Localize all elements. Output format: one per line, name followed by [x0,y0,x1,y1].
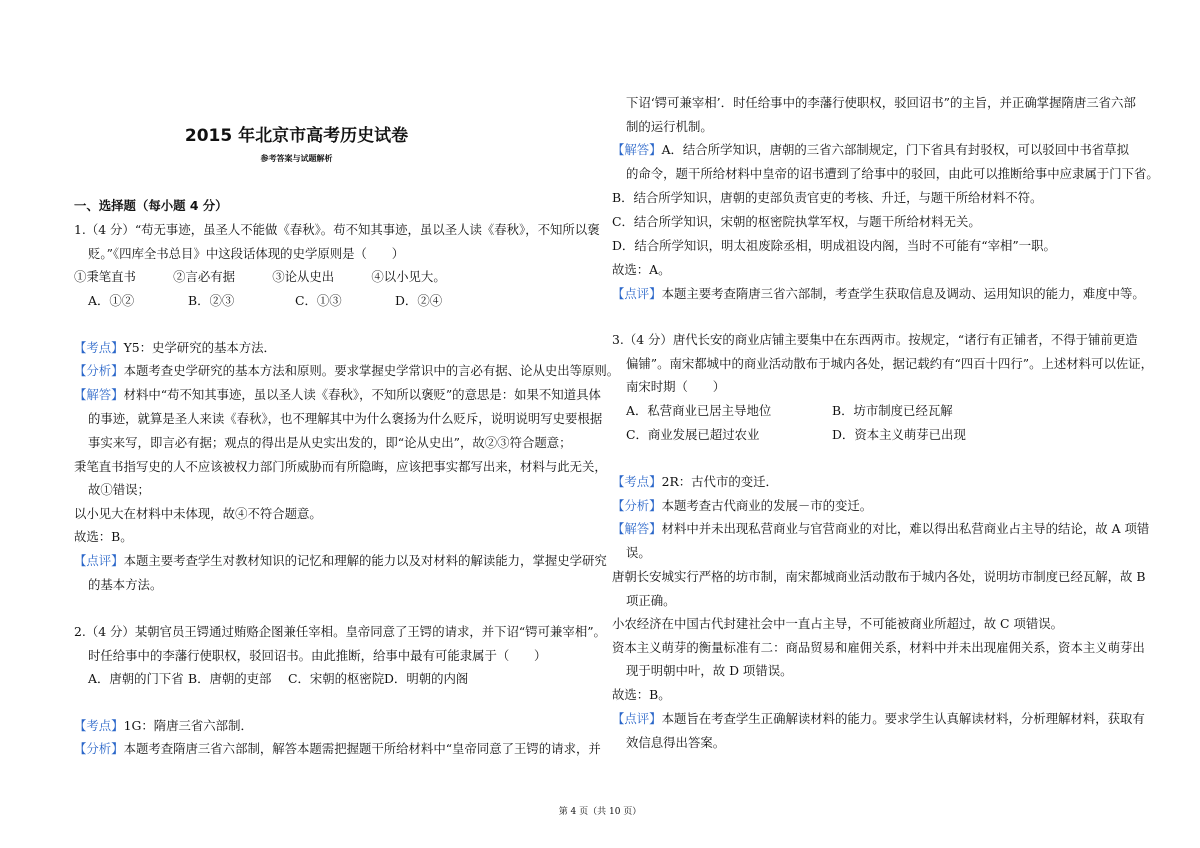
q3-explain-line6: 资本主义萌芽的衡量标准有二：商品贸易和雇佣关系，材料中并未出现雇佣关系，资本主义萌芽出 [612,640,1145,655]
q3-explain-line7: 现于明朝中叶，故 D 项错误。 [626,663,793,678]
q3-stem-line2: 偏铺”。南宋都城中的商业活动散布于城内各处，据记载约有“四百十四行”。上述材料可以佐证， [626,356,1154,371]
q3-answer: 故选：B。 [612,687,671,702]
q2-option-c: C．宋朝的枢密院 [288,671,385,686]
q1-explanation-line6: 以小见大在材料中未体现，故④不符合题意。 [74,506,322,521]
q2-option-d: D．明朝的内阁 [384,671,469,686]
q1-option-d: D．②④ [395,293,443,308]
q3-stem-line3: 南宋时期（ ） [626,379,726,394]
q2-answer: 故选：A。 [612,262,671,277]
q2-fenxi-line3: 制的运行机制。 [626,119,713,134]
section-heading: 一、选择题（每小题 4 分） [74,198,228,213]
q3-options-row2 [612,426,966,444]
q2-explain-d: D．结合所学知识，明太祖废除丞相，明成祖设内阁，当时不可能有“宰相”一职。 [612,238,1056,253]
q1-answer: 故选：B。 [74,529,133,544]
q3-dianping-line2: 效信息得出答案。 [626,735,726,750]
q1-explanation-line5: 故①错误； [88,482,150,497]
q1-option-b: B．②③ [188,293,235,308]
q2-fenxi-line2: 下诏‘锷可兼宰相’．时任给事中的李藩行使职权，驳回诏书”的主旨，并正确掌握隋唐三省六部 [626,95,1136,110]
q3-explain-line3: 唐朝长安城实行严格的坊市制，南宋都城商业活动散布于城内各处，说明坊市制度已经瓦解，故 B [612,569,1146,584]
q2-jieda-line1: 【解答】A．结合所学知识，唐朝的三省六部制规定，门下省具有封驳权，可以驳回中书省草拟 [612,142,1129,157]
q2-option-b: B．唐朝的吏部 [188,671,272,686]
q1-stem-line1: 1.（4 分）“苟无事迹，虽圣人不能做《春秋》。苟不知其事迹，虽以圣人读《春秋》，不知所以褒 [74,222,600,237]
q1-dianping-line1: 【点评】本题主要考查学生对教材知识的记忆和理解的能力以及对材料的解读能力，掌握史学研究 [74,553,607,568]
q2-stem-line1: 2.（4 分）某朝官员王锷通过贿赂企图兼任宰相。皇帝同意了王锷的请求，并下诏“锷可兼宰相”。 [74,624,606,639]
q1-options [74,292,442,310]
q3-explain-line5: 小农经济在中国古代封建社会中一直占主导，不可能被商业所超过，故 C 项错误。 [612,616,1064,631]
q3-kaodian: 【考点】2R：古代市的变迁． [612,474,778,489]
q3-jieda-line2: 误。 [626,545,651,560]
q2-stem-line2: 时任给事中的李藩行使职权，驳回诏书。由此推断，给事中最有可能隶属于（ ） [88,648,547,663]
q2-fenxi-line1: 【分析】本题考查隋唐三省六部制，解答本题需把握题干所给材料中“皇帝同意了王锷的请求，并 [74,741,601,756]
q2-jieda-line2: 的命令，题干所给材料中皇帝的诏书遭到了给事中的驳回，由此可以推断给事中应隶属于门下省。 [626,166,1159,181]
fenxi-tag: 【分析】 [74,363,124,378]
kaodian-tag: 【考点】 [74,340,124,355]
q2-explain-b: B．结合所学知识，唐朝的吏部负责官吏的考核、升迁，与题干所给材料不符。 [612,190,1043,205]
q2-explain-c: C．结合所学知识，宋朝的枢密院执掌军权，与题干所给材料无关。 [612,214,981,229]
q1-kaodian: 【考点】Y5：史学研究的基本方法． [74,340,276,355]
page-subtitle: 参考答案与试题解析 [260,154,333,163]
q1-jieda-line2: 的事迹，就算是圣人来读《春秋》，也不理解其中为什么褒扬为什么贬斥，说明说明写史要根据 [88,411,603,426]
q1-items: ①秉笔直书 ②言必有据 ③论从史出 ④以小见大。 [74,269,446,284]
q3-option-b: B．坊市制度已经瓦解 [832,403,953,418]
q3-stem-line1: 3.（4 分）唐代长安的商业店铺主要集中在东西两市。按规定，“诸行有正铺者，不得于铺前更造 [612,332,1138,347]
page-footer: 第 4 页（共 10 页） [558,807,642,817]
q3-jieda-line1: 【解答】材料中并未出现私营商业与官营商业的对比，难以得出私营商业占主导的结论，故 A 项错 [612,521,1150,536]
q3-fenxi: 【分析】本题考查古代商业的发展－市的变迁。 [612,498,873,513]
page-title: 2015 年北京市高考历史试卷 [184,126,409,146]
q3-dianping-line1: 【点评】本题旨在考查学生正确解读材料的能力。要求学生认真解读材料，分析理解材料，获取有 [612,711,1145,726]
q3-option-a: A．私营商业已居主导地位 [626,403,772,418]
dianping-tag: 【点评】 [74,553,124,568]
q3-option-c: C．商业发展已超过农业 [626,427,760,442]
q2-option-a: A．唐朝的门下省 [88,671,184,686]
jieda-tag: 【解答】 [74,387,124,402]
q3-options-row1 [612,402,953,420]
q1-option-a: A．①② [88,293,135,308]
q1-explanation-line4: 秉笔直书指写史的人不应该被权力部门所威胁而有所隐晦，应该把事实都写出来，材料与此无关， [74,459,607,474]
q1-stem-line2: 贬。”《四库全书总目》中这段话体现的史学原则是（ ） [88,246,405,261]
q1-jieda-line3: 事实来写，即言必有据；观点的得出是从史实出发的，即“论从史出”，故②③符合题意； [88,435,572,450]
q1-option-c: C．①③ [295,293,342,308]
q1-jieda-line1: 【解答】材料中“苟不知其事迹，虽以圣人读《春秋》，不知所以褒贬”的意思是：如果不知道具体 [74,387,601,402]
q3-option-d: D．资本主义萌芽已出现 [832,427,966,442]
q2-dianping: 【点评】本题主要考查隋唐三省六部制，考查学生获取信息及调动、运用知识的能力，难度中等。 [612,286,1145,301]
q2-options [74,670,468,688]
q1-fenxi: 【分析】本题考查史学研究的基本方法和原则。要求掌握史学常识中的言必有据、论从史出等原则。 [74,363,620,378]
q1-dianping-line2: 的基本方法。 [88,577,163,592]
q3-explain-line4: 项正确。 [626,593,676,608]
q2-kaodian: 【考点】1G：隋唐三省六部制． [74,718,253,733]
